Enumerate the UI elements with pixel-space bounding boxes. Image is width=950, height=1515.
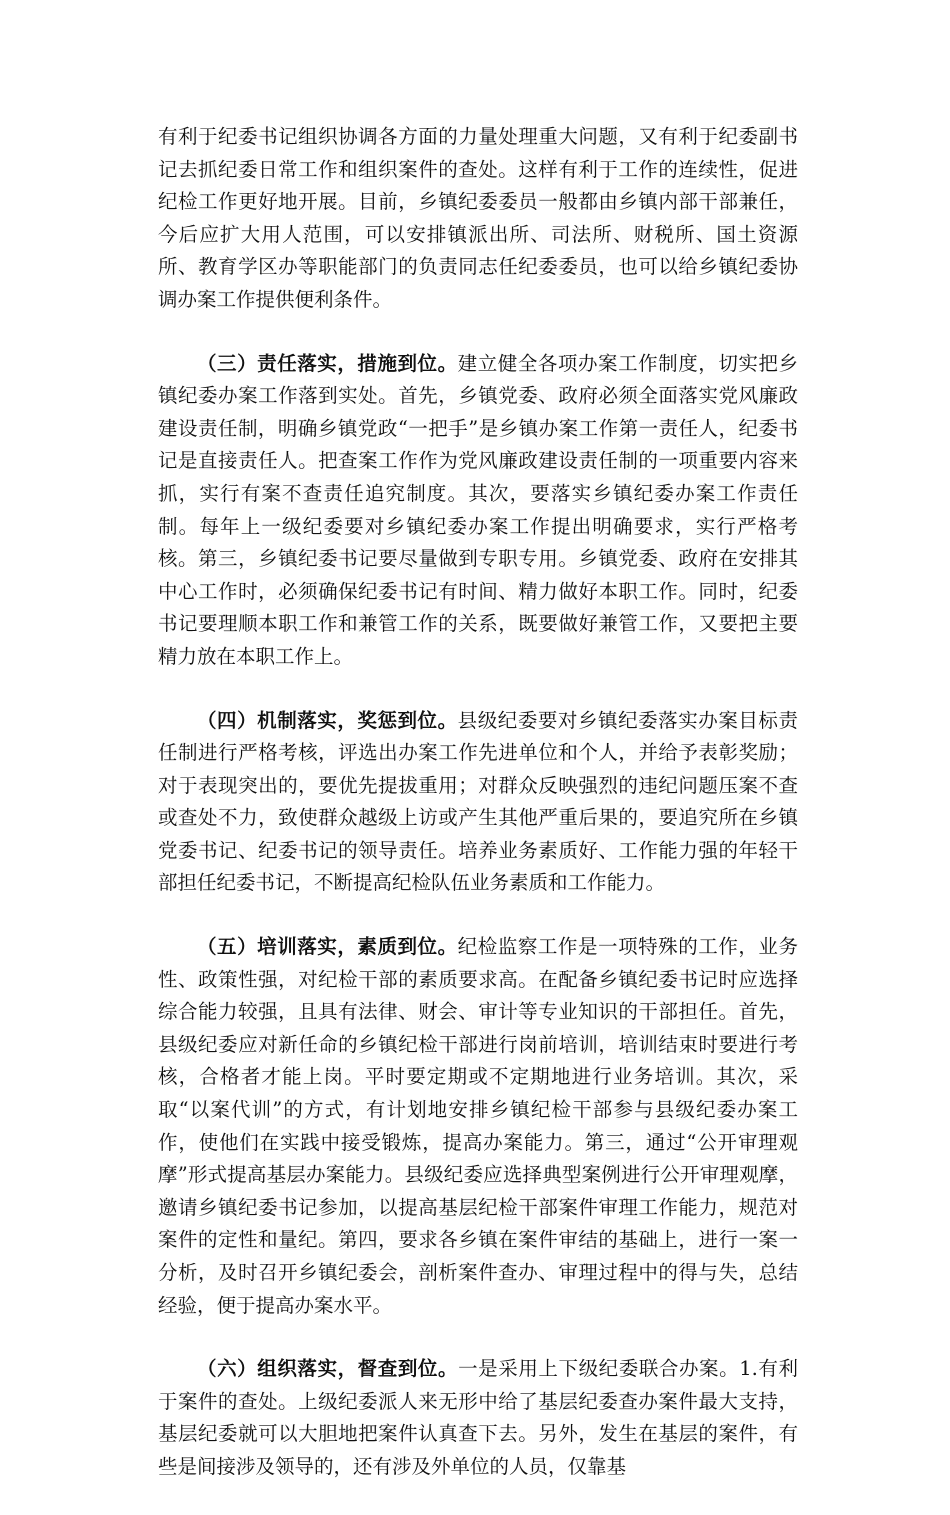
paragraph-body: 纪检监察工作是一项特殊的工作，业务性、政策性强，对纪检干部的素质要求高。在配备乡镇纪委书记时应选择综合能力较强，且具有法律、财会、审计等专业知识的干部担任。首先，县级纪委应对新任命的乡镇纪检干部进行岗前培训，培训结束时要进行考核，合格者才能上岗。平时要定期或不定期地进行业务培训。其次，采取“以案代训”的方式，有计划地安排乡镇纪检干部参与县级纪委办案工作，使他们在实践中接受锻炼，提高办案能力。第三，通过“公开审理观摩”形式提高基层办案能力。县级纪委应选择典型案例进行公开审理观摩，邀请乡镇纪委书记参加，以提高基层纪检干部案件审理工作能力，规范对案件的定性和量纪。第四，要求各乡镇在案件审结的基础上，进行一案一分析，及时召开乡镇纪委会，剖析案件查办、审理过程中的得与失，总结经验，便于提高办案水平。 [158,935,798,1317]
paragraph-body: 一是采用上下级纪委联合办案。1.有利于案件的查处。上级纪委派人来无形中给了基层纪委查办案件最大支持，基层纪委就可以大胆地把案件认真查下去。另外，发生在基层的案件，有些是间接涉及领导的，还有涉及外单位的人员，仅靠基 [158,1357,798,1478]
section-heading: （四）机制落实，奖惩到位。 [197,708,458,732]
section-heading: （三）责任落实，措施到位。 [197,351,458,375]
paragraph-section-6 [158,1353,798,1483]
paragraph-section-3 [158,348,798,674]
paragraph-body: 建立健全各项办案工作制度，切实把乡镇纪委办案工作落到实处。首先，乡镇党委、政府必须全面落实党风廉政建设责任制，明确乡镇党政“一把手”是乡镇办案工作第一责任人，纪委书记是直接责任人。把查案工作作为党风廉政建设责任制的一项重要内容来抓，实行有案不查责任追究制度。其次，要落实乡镇纪委办案工作责任制。每年上一级纪委要对乡镇纪委办案工作提出明确要求，实行严格考核。第三，乡镇纪委书记要尽量做到专职专用。乡镇党委、政府在安排其中心工作时，必须确保纪委书记有时间、精力做好本职工作。同时，纪委书记要理顺本职工作和兼管工作的关系，既要做好兼管工作，又要把主要精力放在本职工作上。 [158,351,798,668]
paragraph-section-4 [158,705,798,901]
document-body [158,121,798,1515]
paragraph-continuation [158,121,798,317]
section-heading: （六）组织落实，督查到位。 [197,1357,459,1381]
paragraph-section-5 [158,931,798,1322]
paragraph-body: 县级纪委要对乡镇纪委落实办案目标责任制进行严格考核，评选出办案工作先进单位和个人，并给予表彰奖励；对于表现突出的，要优先提拔重用；对群众反映强烈的违纪问题压案不查或查处不力，致使群众越级上访或产生其他严重后果的，要追究所在乡镇党委书记、纪委书记的领导责任。培养业务素质好、工作能力强的年轻干部担任纪委书记，不断提高纪检队伍业务素质和工作能力。 [158,708,798,895]
paragraph-body: 有利于纪委书记组织协调各方面的力量处理重大问题，又有利于纪委副书记去抓纪委日常工作和组织案件的查处。这样有利于工作的连续性，促进纪检工作更好地开展。目前，乡镇纪委委员一般都由乡镇内部干部兼任，今后应扩大用人范围，可以安排镇派出所、司法所、财税所、国土资源所、教育学区办等职能部门的负责同志任纪委委员，也可以给乡镇纪委协调办案工作提供便利条件。 [158,125,798,311]
section-heading: （五）培训落实，素质到位。 [197,935,458,959]
